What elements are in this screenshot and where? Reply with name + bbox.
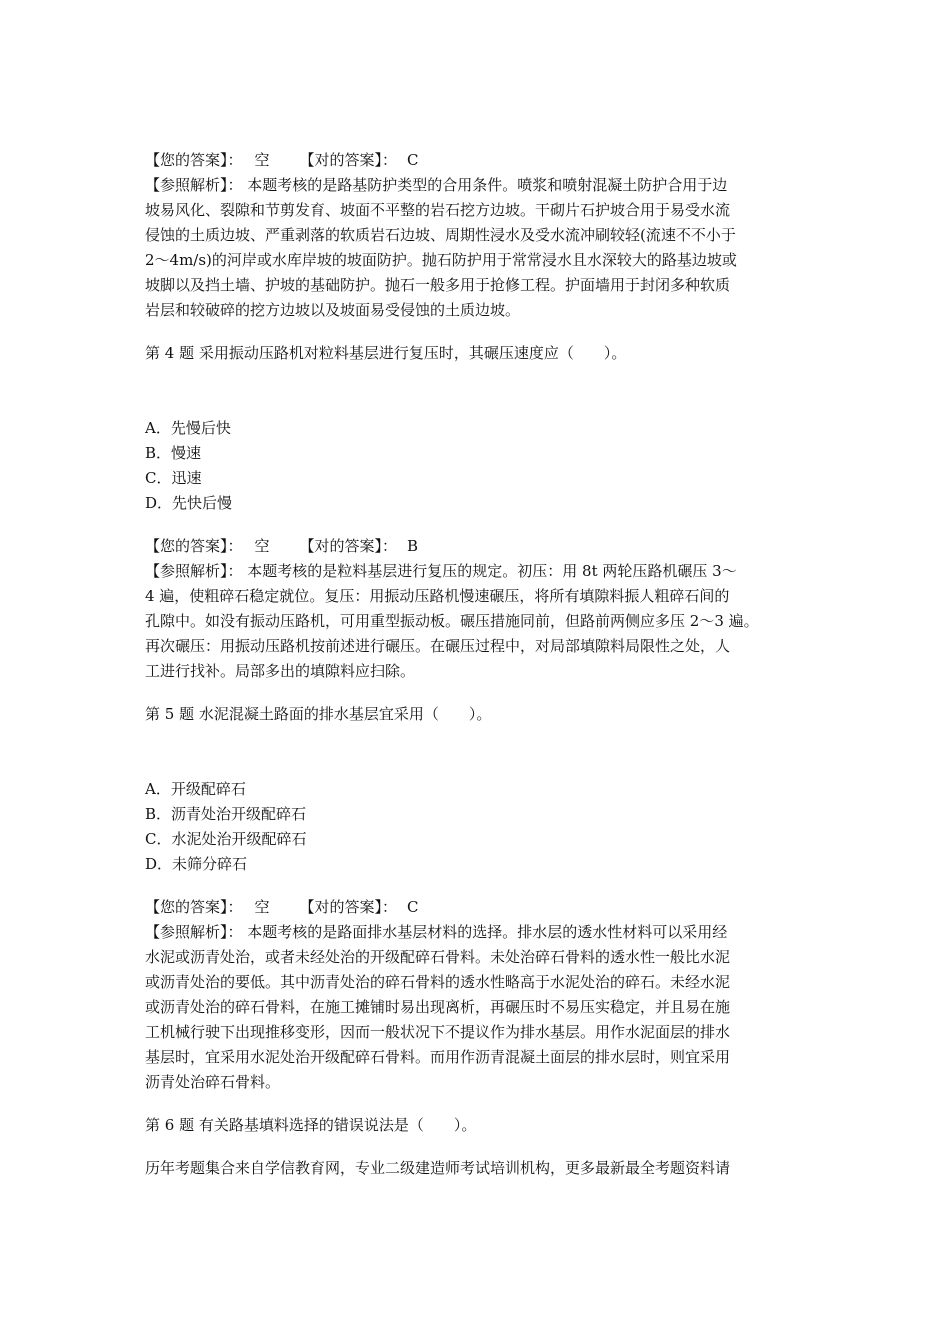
- your-answer-label: 【您的答案】：: [145, 537, 243, 555]
- answer-line: [145, 534, 815, 559]
- analysis-line: 4 遍，使粗碎石稳定就位。复压：用振动压路机慢速碾压，将所有填隙料振人粗碎石间的: [145, 587, 730, 605]
- analysis-line: 【参照解析】： 本题考核的是路面排水基层材料的选择。排水层的透水性材料可以采用经: [145, 923, 728, 941]
- option-a: A．开级配碎石: [145, 780, 246, 798]
- option-d: D．未筛分碎石: [145, 855, 248, 873]
- analysis-line: 坡脚以及挡土墙、护坡的基础防护。抛石一般多用于抢修工程。护面墙用于封闭多种软质: [145, 276, 731, 294]
- option-b: B．慢速: [145, 444, 202, 462]
- question-6: 第 6 题 有关路基填料选择的错误说法是（ ）。: [145, 1116, 477, 1134]
- analysis-line: 侵蚀的土质边坡、严重剥落的软质岩石边坡、周期性浸水及受水流冲刷较轻(流速不不小于: [145, 226, 736, 244]
- correct-answer-value: B: [407, 537, 419, 555]
- correct-answer-value: C: [407, 151, 419, 169]
- analysis-paragraph: [145, 559, 815, 684]
- correct-answer-value: C: [407, 898, 419, 916]
- your-answer-label: 【您的答案】：: [145, 151, 243, 169]
- analysis-line: 工进行找补。局部多出的填隙料应扫除。: [145, 662, 416, 680]
- analysis-line: 或沥青处治的要低。其中沥青处治的碎石骨料的透水性略高于水泥处治的碎石。未经水泥: [145, 973, 731, 991]
- your-answer-value: 空: [254, 151, 270, 169]
- correct-answer-label: 【对的答案】：: [299, 151, 398, 169]
- analysis-paragraph: [145, 920, 815, 1095]
- analysis-line: 或沥青处治的碎石骨料，在施工摊铺时易出现离析，再碾压时不易压实稳定，并且易在施: [145, 998, 731, 1016]
- document-page: [145, 148, 815, 1181]
- analysis-line: 孔隙中。如没有振动压路机，可用重型振动板。碾压措施同前，但路前两侧应多压 2～3 遍。: [145, 612, 759, 630]
- analysis-line: 再次碾压：用振动压路机按前述进行碾压。在碾压过程中，对局部填隙料局限性之处，人: [145, 637, 731, 655]
- option-d: D．先快后慢: [145, 494, 233, 512]
- analysis-paragraph: [145, 173, 815, 323]
- analysis-line: 基层时，宜采用水泥处治开级配碎石骨料。而用作沥青混凝土面层的排水层时，则宜采用: [145, 1048, 731, 1066]
- analysis-line: 沥青处治碎石骨料。: [145, 1073, 281, 1091]
- footer-text: 历年考题集合来自学信教育网，专业二级建造师考试培训机构，更多最新最全考题资料请: [145, 1159, 731, 1177]
- correct-answer-label: 【对的答案】：: [299, 537, 398, 555]
- question-5: 第 5 题 水泥混凝土路面的排水基层宜采用（ ）。: [145, 705, 492, 723]
- correct-answer-label: 【对的答案】：: [299, 898, 398, 916]
- your-answer-value: 空: [254, 537, 270, 555]
- analysis-line: 【参照解析】： 本题考核的是粒料基层进行复压的规定。初压：用 8t 两轮压路机碾压 3～: [145, 562, 737, 580]
- your-answer-label: 【您的答案】：: [145, 898, 243, 916]
- option-a: A．先慢后快: [145, 419, 231, 437]
- analysis-line: 岩层和较破碎的挖方边坡以及坡面易受侵蚀的土质边坡。: [145, 301, 521, 319]
- answer-line: [145, 895, 815, 920]
- analysis-line: 2～4m/s)的河岸或水库岸坡的坡面防护。抛石防护用于常常浸水且水深较大的路基边坡或: [145, 251, 737, 269]
- question-4: 第 4 题 采用振动压路机对粒料基层进行复压时，其碾压速度应（ ）。: [145, 344, 627, 362]
- option-c: C．水泥处治开级配碎石: [145, 830, 307, 848]
- analysis-line: 工机械行驶下出现推移变形，因而一般状况下不提议作为排水基层。用作水泥面层的排水: [145, 1023, 731, 1041]
- analysis-line: 坡易风化、裂隙和节剪发育、坡面不平整的岩石挖方边坡。干砌片石护坡合用于易受水流: [145, 201, 731, 219]
- option-b: B．沥青处治开级配碎石: [145, 805, 307, 823]
- analysis-line: 【参照解析】： 本题考核的是路基防护类型的合用条件。喷浆和喷射混凝土防护合用于边: [145, 176, 728, 194]
- answer-line: [145, 148, 815, 173]
- your-answer-value: 空: [254, 898, 270, 916]
- option-c: C．迅速: [145, 469, 202, 487]
- analysis-line: 水泥或沥青处治，或者未经处治的开级配碎石骨料。未处治碎石骨料的透水性一般比水泥: [145, 948, 731, 966]
